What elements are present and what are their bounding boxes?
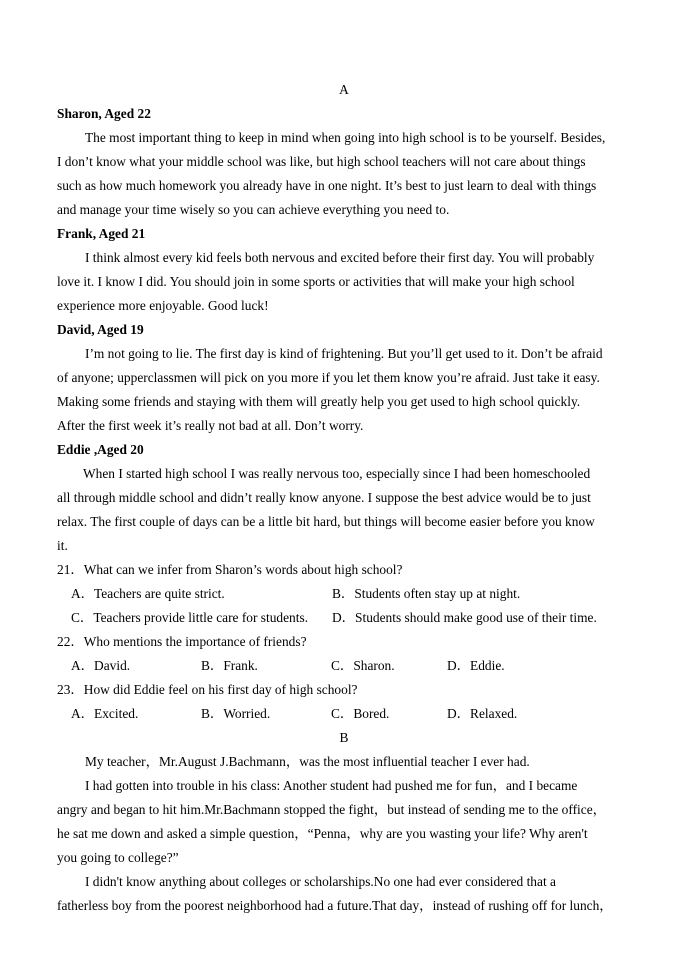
paragraph-line: I’m not going to lie. The first day is kind of frightening. But you’ll get used to it. Don’t be afraid: [85, 346, 603, 361]
section-label-a: A: [339, 82, 349, 97]
question-21-option-c: C．Teachers provide little care for students.: [71, 610, 309, 625]
question-22-option-d: D．Eddie.: [447, 658, 505, 673]
paragraph-line: Making some friends and staying with them will greatly help you get used to high school quickly.: [57, 394, 581, 409]
question-23-option-d: D．Relaxed.: [447, 706, 518, 721]
question-23-stem: 23．How did Eddie feel on his first day of high school?: [57, 682, 358, 697]
paragraph-line: When I started high school I was really nervous too, especially since I had been homeschooled: [83, 466, 591, 481]
person-heading-sharon: Sharon, Aged 22: [57, 106, 151, 121]
paragraph-line: angry and began to hit him.Mr.Bachmann stopped the fight，but instead of sending me to the office，: [57, 802, 607, 817]
question-21-stem: 21．What can we infer from Sharon’s words about high school?: [57, 562, 403, 577]
person-heading-eddie: Eddie ,Aged 20: [57, 442, 144, 457]
question-22-option-a: A．David.: [71, 658, 131, 673]
question-23-option-b: B．Worried.: [201, 706, 271, 721]
paragraph-line: and manage your time wisely so you can achieve everything you need to.: [57, 202, 450, 217]
question-21-option-a: A．Teachers are quite strict.: [71, 586, 225, 601]
question-23-option-c: C．Bored.: [331, 706, 390, 721]
person-heading-david: David, Aged 19: [57, 322, 144, 337]
paragraph-line: all through middle school and didn’t really know anyone. I suppose the best advice would be to just: [57, 490, 591, 505]
paragraph-line: fatherless boy from the poorest neighborhood had a future.That day，instead of rushing off for lunch，: [57, 898, 613, 913]
question-22-option-b: B．Frank.: [201, 658, 258, 673]
paragraph-line: I think almost every kid feels both nervous and excited before their first day. You will probably: [85, 250, 595, 265]
paragraph-line: relax. The first couple of days can be a little bit hard, but things will become easier before you know: [57, 514, 595, 529]
paragraph-line: After the first week it’s really not bad at all. Don’t worry.: [57, 418, 364, 433]
question-22-option-c: C．Sharon.: [331, 658, 395, 673]
paragraph-line: experience more enjoyable. Good luck!: [57, 298, 269, 313]
section-label-b: B: [339, 730, 349, 745]
paragraph-line: The most important thing to keep in mind when going into high school is to be yourself. Besides,: [85, 130, 606, 145]
paragraph-line: he sat me down and asked a simple question，“Penna，why are you wasting your life? Why aren't: [57, 826, 588, 841]
paragraph-line: My teacher，Mr.August J.Bachmann，was the most influential teacher I ever had.: [85, 754, 530, 769]
paragraph-line: I didn't know anything about colleges or scholarships.No one had ever considered that a: [85, 874, 556, 889]
person-heading-frank: Frank, Aged 21: [57, 226, 146, 241]
paragraph-line: you going to college?”: [57, 850, 179, 865]
paragraph-line: it.: [57, 538, 68, 553]
paragraph-line: love it. I know I did. You should join in some sports or activities that will make your high school: [57, 274, 575, 289]
paragraph-line: such as how much homework you already have in one night. It’s best to just learn to deal with things: [57, 178, 597, 193]
paragraph-line: of anyone; upperclassmen will pick on you more if you let them know you’re afraid. Just take it easy.: [57, 370, 600, 385]
question-21-option-d: D．Students should make good use of their time.: [332, 610, 597, 625]
question-22-stem: 22．Who mentions the importance of friends?: [57, 634, 307, 649]
paragraph-line: I had gotten into trouble in his class: Another student had pushed me for fun，and I became: [85, 778, 578, 793]
question-21-option-b: B．Students often stay up at night.: [332, 586, 521, 601]
paragraph-line: I don’t know what your middle school was like, but high school teachers will not care about things: [57, 154, 586, 169]
question-23-option-a: A．Excited.: [71, 706, 139, 721]
